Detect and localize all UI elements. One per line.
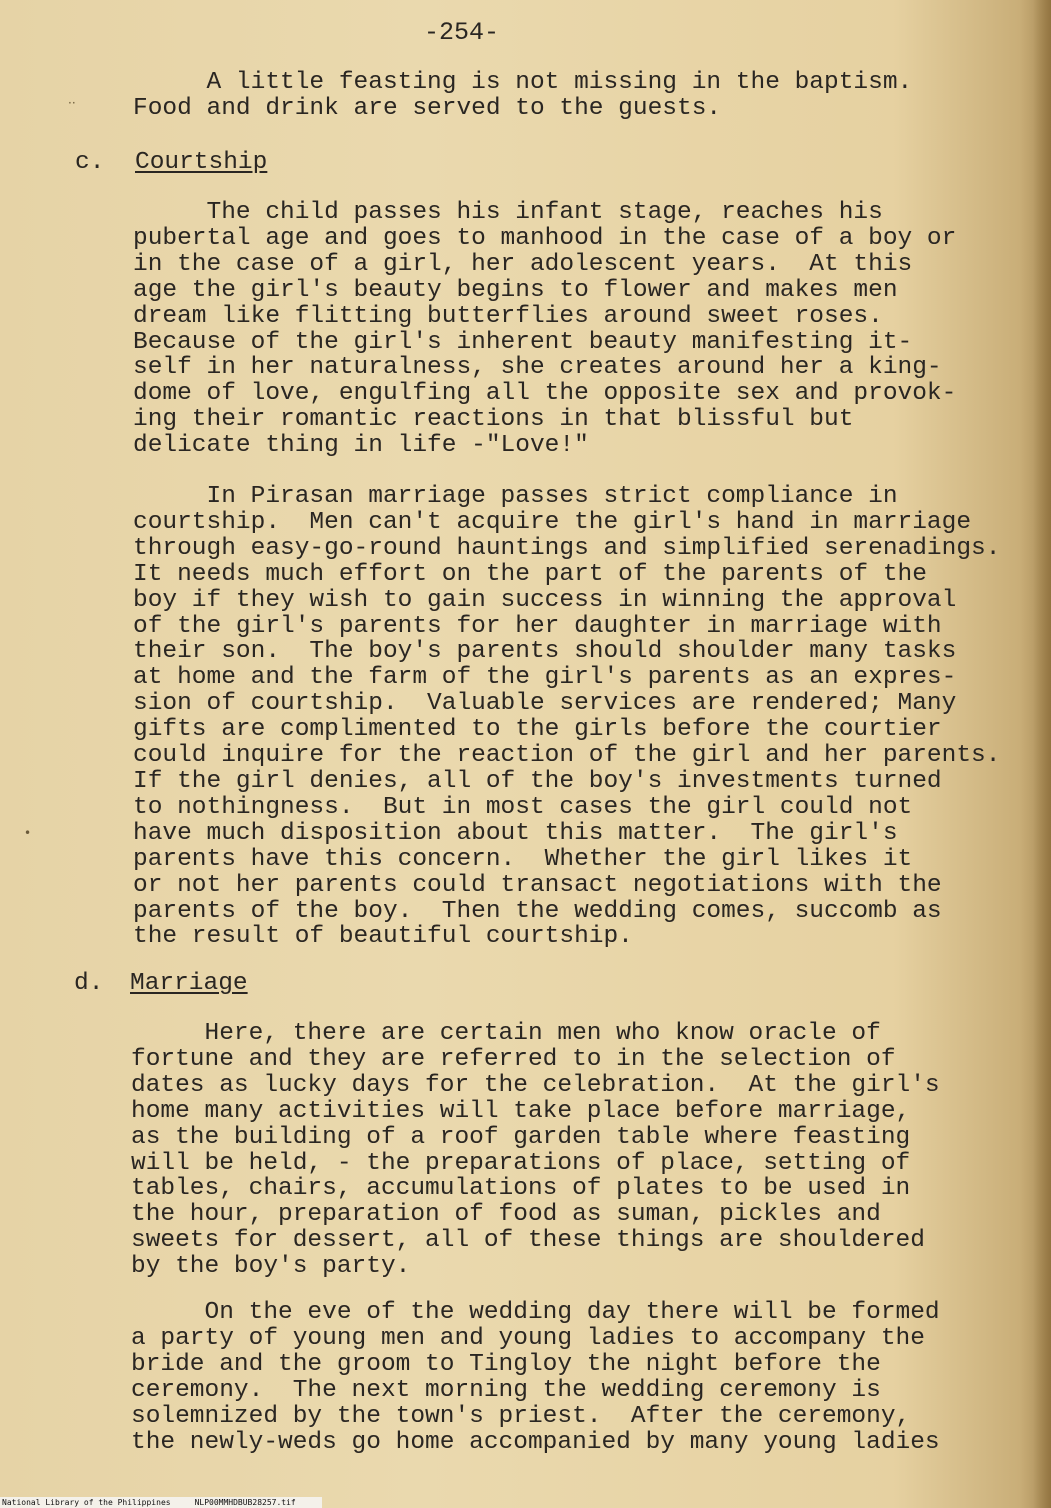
footer-library: National Library of the Philippines: [2, 1498, 171, 1507]
paragraph-wedding-eve: On the eve of the wedding day there will be formed a party of young men and young ladies to accompany the bride and the groom to Tingloy the night before the ceremony. The next morning the wedding ceremony is solemnized by the town's priest. After the ceremony, the newly-weds go home accompanied by many young ladies: [131, 1299, 940, 1456]
section-d-heading: Marriage: [130, 970, 248, 997]
page-number: -254-: [424, 18, 500, 47]
paragraph-courtship-intro: The child passes his infant stage, reaches his pubertal age and goes to manhood in the case of a boy or in the case of a girl, her adolescent years. At this age the girl's beauty begins to flower and makes men dream like flitting butterflies around sweet roses. Because of the girl's inherent beauty manifesting it- self in her naturalness, she creates around her a king- dome of love, engulfing all the opposite sex and provok- ing their romantic reactions in that blissful but delicate thing in life -"Love!": [133, 199, 957, 460]
stray-mark-dots: ··: [68, 96, 76, 110]
paragraph-marriage-preparations: Here, there are certain men who know oracle of fortune and they are referred to in the selection of dates as lucky days for the celebration. At the girl's home many activities will take place before marriage, as the building of a roof garden table where feasting will be held, - the preparations of place, setting of tables, chairs, accumulations of plates to be used in the hour, preparation of food as suman, pickles and sweets for dessert, all of these things are shouldered by the boy's party.: [131, 1020, 940, 1281]
section-c-letter: c.: [75, 149, 105, 176]
scan-footer: [0, 1497, 322, 1508]
footer-file: NLP00MMHDBUB28257.tif: [194, 1498, 296, 1507]
section-d-letter: d.: [74, 970, 104, 997]
section-c-heading: Courtship: [135, 149, 268, 176]
paragraph-pirasan-courtship: In Pirasan marriage passes strict compliance in courtship. Men can't acquire the girl's hand in marriage through easy-go-round hauntings and simplified serenadings. It needs much effort on the part of the parents of the boy if they wish to gain success in winning the approval of the girl's parents for her daughter in marriage with their son. The boy's parents should shoulder many tasks at home and the farm of the girl's parents as an expres- sion of courtship. Valuable services are rendered; Many gifts are complimented to the girls before the courtier could inquire for the reaction of the girl and her parents. If the girl denies, all of the boy's investments turned to nothingness. But in most cases the girl could not have much disposition about this matter. The girl's parents have this concern. Whether the girl likes it or not her parents could transact negotiations with the parents of the boy. Then the wedding comes, succomb as the result of beautiful courtship.: [133, 483, 1001, 951]
paragraph-baptism-feast: A little feasting is not missing in the baptism. Food and drink are served to the guests.: [133, 69, 913, 122]
page-edge-shadow: [1033, 0, 1051, 1508]
stray-mark-dot: •: [24, 826, 32, 840]
